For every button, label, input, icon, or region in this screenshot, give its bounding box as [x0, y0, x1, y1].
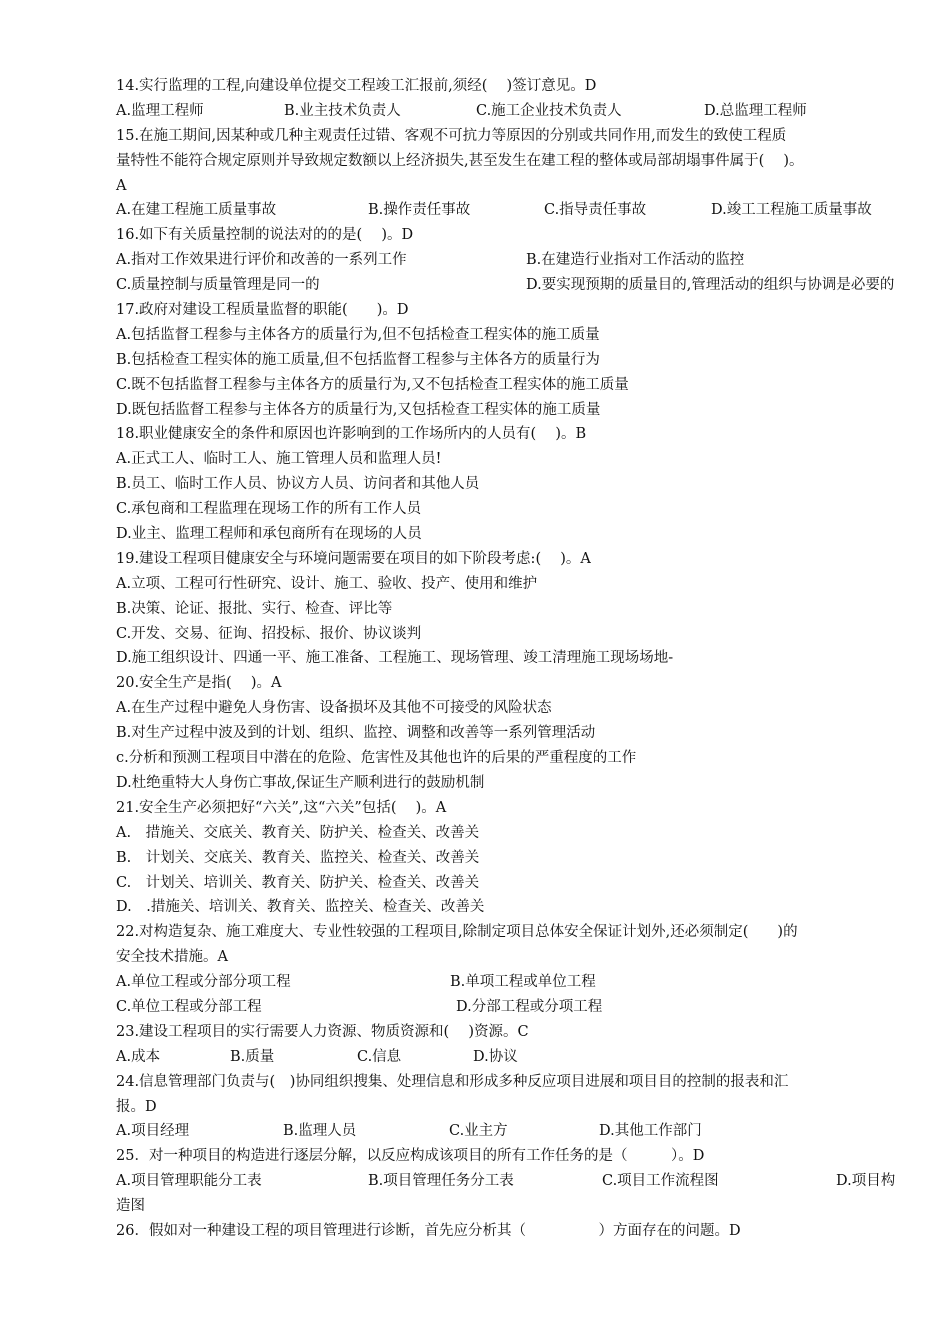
question-16-stem: 16.如下有关质量控制的说法对的的是( )。D — [116, 227, 414, 244]
option-b: B.质量 — [230, 1048, 275, 1065]
option-d: D.竣工工程施工质量事故 — [711, 202, 872, 219]
question-26-stem: 26．假如对一种建设工程的项目管理进行诊断，首先应分析其（ ）方面存在的问题。D — [116, 1222, 741, 1239]
option-b: B.员工、临时工作人员、协议方人员、访问者和其他人员 — [116, 476, 480, 493]
question-23-options — [116, 1045, 910, 1070]
question-20-stem: 20.安全生产是指( )。A — [116, 675, 282, 692]
question-22-stem-line-1: 22.对构造复杂、施工难度大、专业性较强的工程项目,除制定项目总体安全保证计划外,还必须制定( )的 — [116, 924, 798, 941]
option-c: C.业主方 — [449, 1123, 508, 1140]
option-a: A.项目经理 — [116, 1123, 190, 1140]
question-16-options-row-2 — [116, 273, 910, 298]
option-d: D.既包括监督工程参与主体各方的质量行为,又包括检查工程实体的施工质量 — [116, 401, 601, 418]
question-25-options — [116, 1169, 910, 1194]
option-a: A.指对工作效果进行评价和改善的一系列工作 — [116, 252, 407, 269]
question-25-stem: 25．对一种项目的构造进行逐层分解，以反应构成该项目的所有工作任务的是（ ）。D — [116, 1148, 705, 1165]
question-24-stem-line-1: 24.信息管理部门负责与( )协同组织搜集、处理信息和形成多种反应项目进展和项目目的控制的报表和汇 — [116, 1073, 789, 1090]
option-d: D.总监理工程师 — [704, 102, 807, 119]
option-d: D.项目构 — [836, 1173, 896, 1190]
option-a: A.单位工程或分部分项工程 — [116, 974, 291, 991]
option-c: C. 计划关、培训关、教育关、防护关、检查关、改善关 — [116, 874, 480, 891]
question-document — [116, 74, 910, 1244]
option-d: D.分部工程或分项工程 — [456, 998, 603, 1015]
option-a: A.包括监督工程参与主体各方的质量行为,但不包括检查工程实体的施工质量 — [116, 326, 600, 343]
question-24-options — [116, 1119, 910, 1144]
option-b: B.业主技术负责人 — [284, 102, 401, 119]
question-18-stem: 18.职业健康安全的条件和原因也许影响到的工作场所内的人员有( )。B — [116, 426, 587, 443]
option-d: D.杜绝重特大人身伤亡事故,保证生产顺利进行的鼓励机制 — [116, 774, 485, 791]
question-16-options-row-1 — [116, 248, 910, 273]
option-b: B.包括检查工程实体的施工质量,但不包括监督工程参与主体各方的质量行为 — [116, 351, 600, 368]
option-b: B.操作责任事故 — [368, 202, 471, 219]
question-14-stem: 14.实行监理的工程,向建设单位提交工程竣工汇报前,须经( )签订意见。D — [116, 78, 597, 94]
option-b: B.决策、论证、报批、实行、检查、评比等 — [116, 600, 393, 617]
option-d: D.施工组织设计、四通一平、施工准备、工程施工、现场管理、竣工清理施工现场场地- — [116, 650, 674, 667]
question-21-stem: 21.安全生产必须把好“六关”,这“六关”包括( )。A — [116, 799, 447, 816]
question-22-stem-line-2: 安全技术措施。A — [116, 949, 228, 966]
option-c: c.分析和预测工程项目中潜在的危险、危害性及其他也许的后果的严重程度的工作 — [116, 750, 637, 767]
option-d: D.协议 — [473, 1048, 518, 1065]
question-15-answer: A — [116, 177, 127, 194]
option-a: A.正式工人、临时工人、施工管理人员和监理人员! — [116, 451, 442, 468]
option-c: C.施工企业技术负责人 — [476, 102, 622, 119]
option-b: B.对生产过程中波及到的计划、组织、监控、调整和改善等一系列管理活动 — [116, 725, 596, 742]
option-d: D.其他工作部门 — [599, 1123, 702, 1140]
question-23-stem: 23.建设工程项目的实行需要人力资源、物质资源和( )资源。C — [116, 1023, 529, 1040]
option-d: D.业主、监理工程师和承包商所有在现场的人员 — [116, 526, 422, 543]
option-b: B. 计划关、交底关、教育关、监控关、检查关、改善关 — [116, 849, 480, 866]
option-a: A.立项、工程可行性研究、设计、施工、验收、投产、使用和维护 — [116, 575, 538, 592]
option-c: C.既不包括监督工程参与主体各方的质量行为,又不包括检查工程实体的施工质量 — [116, 376, 629, 393]
option-c: C.单位工程或分部工程 — [116, 998, 262, 1015]
question-15-stem-line-2: 量特性不能符合规定原则并导致规定数额以上经济损失,甚至发生在建工程的整体或局部胡塌事件属于( )。 — [116, 152, 804, 169]
option-a: A. 措施关、交底关、教育关、防护关、检查关、改善关 — [116, 824, 480, 841]
option-b: B.项目管理任务分工表 — [368, 1173, 514, 1190]
option-a: A.成本 — [116, 1048, 161, 1065]
option-c: C.项目工作流程图 — [602, 1173, 719, 1190]
option-d: D.要实现预期的质量目的,管理活动的组织与协调是必要的 — [526, 277, 895, 294]
question-24-stem-line-2: 报。D — [116, 1098, 157, 1115]
option-c: C.开发、交易、征询、招投标、报价、协议谈判 — [116, 625, 422, 642]
option-a: A.监理工程师 — [116, 102, 204, 119]
option-b: B.单项工程或单位工程 — [450, 974, 596, 991]
option-a: A.项目管理职能分工表 — [116, 1173, 262, 1190]
option-c: C.指导责任事故 — [544, 202, 647, 219]
option-c: C.质量控制与质量管理是同一的 — [116, 277, 320, 294]
option-d-wrap: 造图 — [116, 1198, 145, 1215]
option-b: B.在建造行业指对工作活动的监控 — [526, 252, 745, 269]
question-15-options — [116, 198, 910, 223]
option-b: B.监理人员 — [283, 1123, 357, 1140]
question-15-stem-line-1: 15.在施工期间,因某种或几种主观责任过错、客观不可抗力等原因的分别或共同作用,而发生的致使工程质 — [116, 127, 787, 144]
question-22-options-row-1 — [116, 970, 910, 995]
question-22-options-row-2 — [116, 995, 910, 1020]
option-c: C.承包商和工程监理在现场工作的所有工作人员 — [116, 501, 422, 518]
question-19-stem: 19.建设工程项目健康安全与环境问题需要在项目的如下阶段考虑:( )。A — [116, 550, 591, 567]
option-a: A.在建工程施工质量事故 — [116, 202, 277, 219]
option-d: D. .措施关、培训关、教育关、监控关、检查关、改善关 — [116, 899, 485, 916]
question-17-stem: 17.政府对建设工程质量监督的职能( )。D — [116, 302, 409, 319]
option-a: A.在生产过程中避免人身伤害、设备损坏及其他不可接受的风险状态 — [116, 700, 552, 717]
option-c: C.信息 — [357, 1048, 402, 1065]
question-14-options — [116, 99, 910, 124]
